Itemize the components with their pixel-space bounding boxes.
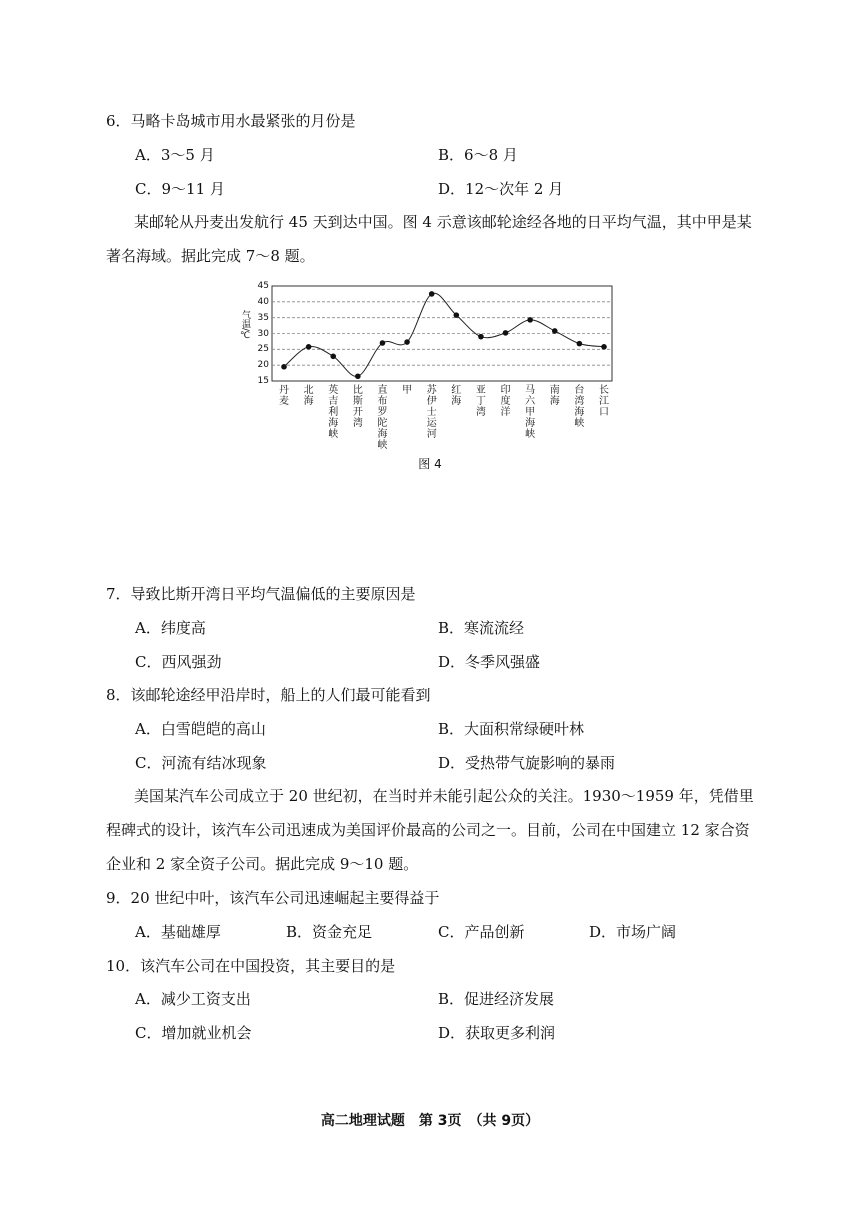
x-category-label: 南海 <box>549 385 560 407</box>
x-category-label: 马六甲海峡 <box>525 385 536 440</box>
page-footer: 高二地理试题 第 3页 （共 9页） <box>320 1113 540 1129</box>
x-category-label: 直布罗陀海峡 <box>377 385 388 451</box>
q10-option-a: A．减少工资支出 <box>135 990 251 1008</box>
q9-option-c: C．产品创新 <box>438 923 525 941</box>
x-category-label: 红海 <box>451 385 462 407</box>
x-category-label: 英吉利海峡 <box>328 385 339 440</box>
x-category-label: 印度洋 <box>500 385 511 418</box>
q8-option-c: C．河流有结冰现象 <box>135 754 267 772</box>
y-tick-label: 40 <box>257 296 269 307</box>
q7-option-d: D．冬季风强盛 <box>438 653 541 671</box>
q10-option-d: D．获取更多利润 <box>438 1024 556 1042</box>
chart-ylabel: 气温/℃ <box>240 310 250 342</box>
q6-stem: 6．马略卡岛城市用水最紧张的月份是 <box>106 112 356 130</box>
x-category-label: 台湾海峡 <box>574 385 585 429</box>
data-point-6 <box>429 291 435 297</box>
x-category-label: 北海 <box>303 385 314 407</box>
q10-stem: 10．该汽车公司在中国投资，其主要目的是 <box>106 957 396 975</box>
data-point-12 <box>577 341 583 347</box>
data-point-4 <box>380 340 386 346</box>
data-point-9 <box>503 330 509 336</box>
q10-option-c: C．增加就业机会 <box>135 1024 252 1042</box>
data-point-3 <box>355 373 361 379</box>
x-category-label: 比斯开湾 <box>352 385 363 429</box>
q9-option-a: A．基础雄厚 <box>135 923 221 941</box>
q6-option-a: A．3～5 月 <box>135 146 215 164</box>
q9-option-b: B．资金充足 <box>286 923 373 941</box>
y-tick-label: 15 <box>257 376 269 386</box>
x-category-label: 亚丁湾 <box>475 385 486 418</box>
intro-9-10: 美国某汽车公司成立于 20 世纪初，在当时并未能引起公众的关注。1930～1959 年，凭借里程碑式的设计，该汽车公司迅速成为美国评价最高的公司之一。目前，公司在中国建立 12 家合资企业和 2 家全资子公司。据此完成 9～10 题。 <box>106 787 754 873</box>
x-category-label: 丹麦 <box>279 385 289 407</box>
data-point-2 <box>330 354 336 360</box>
data-point-10 <box>527 317 533 323</box>
figure-caption: 图 4 <box>418 457 442 471</box>
q6-option-d: D．12～次年 2 月 <box>438 180 564 198</box>
q8-option-d: D．受热带气旋影响的暴雨 <box>438 754 616 772</box>
x-category-label: 苏伊士运河 <box>426 385 437 440</box>
q8-stem: 8．该邮轮途经甲沿岸时，船上的人们最可能看到 <box>106 686 431 704</box>
q7-stem: 7．导致比斯开湾日平均气温偏低的主要原因是 <box>106 585 416 603</box>
data-point-13 <box>601 344 607 350</box>
q7-option-a: A．纬度高 <box>135 619 206 637</box>
data-point-1 <box>306 344 312 350</box>
q6-option-b: B．6～8 月 <box>438 146 518 164</box>
y-tick-label: 35 <box>257 312 269 323</box>
x-category-label: 甲 <box>402 385 413 396</box>
data-point-0 <box>281 364 287 370</box>
q8-option-b: B．大面积常绿硬叶林 <box>438 720 585 738</box>
data-point-11 <box>552 328 558 334</box>
temperature-line-chart <box>240 282 620 388</box>
data-point-7 <box>454 312 460 318</box>
y-tick-label: 25 <box>257 344 269 355</box>
q10-option-b: B．促进经济发展 <box>438 990 555 1008</box>
q7-option-c: C．西风强劲 <box>135 653 222 671</box>
y-tick-label: 45 <box>257 281 269 291</box>
q9-option-d: D．市场广阔 <box>589 923 677 941</box>
y-tick-label: 30 <box>257 328 269 339</box>
y-tick-label: 20 <box>257 360 269 371</box>
q6-option-c: C．9～11 月 <box>135 180 225 198</box>
q8-option-a: A．白雪皑皑的高山 <box>135 720 266 738</box>
temperature-series-line <box>284 293 604 376</box>
q9-stem: 9．20 世纪中叶，该汽车公司迅速崛起主要得益于 <box>106 889 440 907</box>
data-point-8 <box>478 334 484 340</box>
x-category-label: 长江口 <box>599 385 609 418</box>
q7-option-b: B．寒流流经 <box>438 619 525 637</box>
intro-7-8: 某邮轮从丹麦出发航行 45 天到达中国。图 4 示意该邮轮途经各地的日平均气温，其中甲是某著名海域。据此完成 7～8 题。 <box>106 213 752 265</box>
data-point-5 <box>404 339 410 345</box>
